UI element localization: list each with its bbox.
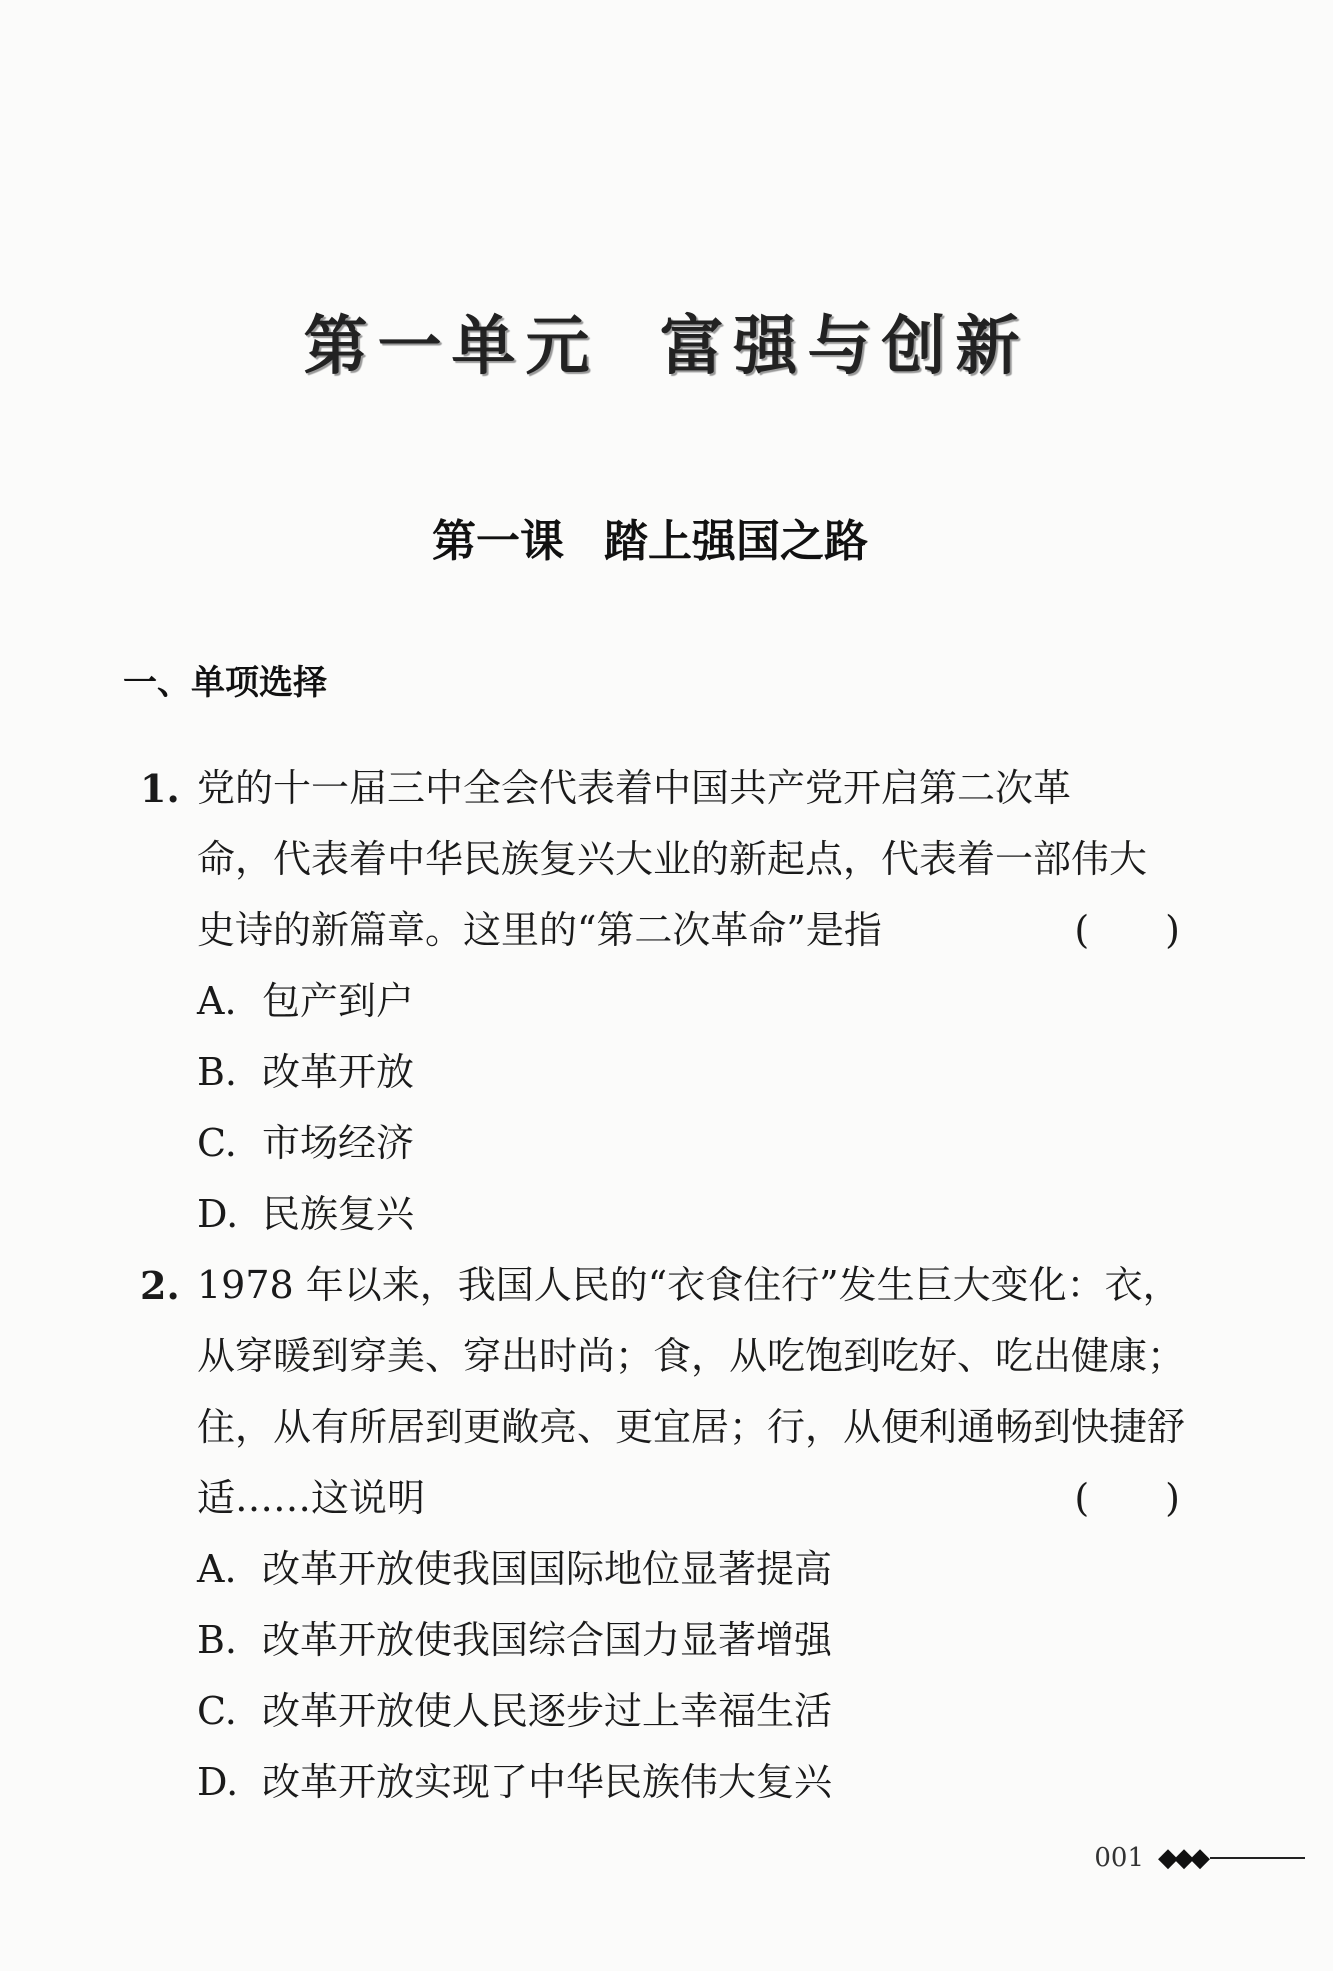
question-line: 住，从有所居到更敞亮、更宜居；行，从便利通畅到快捷舒 — [197, 1405, 1186, 1449]
option-c — [197, 1676, 1180, 1747]
unit-label: 第一单元 — [303, 309, 600, 384]
answer-blank: ( ) — [1074, 1476, 1180, 1520]
question-1 — [140, 753, 1180, 1250]
option-letter: A. — [197, 979, 237, 1023]
option-letter: C. — [197, 1121, 237, 1165]
option-text: 改革开放 — [262, 1050, 415, 1094]
option-text: 改革开放使我国国际地位显著提高 — [262, 1547, 833, 1591]
lesson-title — [0, 505, 1300, 569]
unit-name: 富强与创新 — [659, 309, 1030, 384]
diamond-ornament-icon: ◆◆◆ — [1158, 1843, 1206, 1873]
option-text: 民族复兴 — [262, 1192, 415, 1236]
question-line — [197, 895, 1180, 966]
option-b — [197, 1605, 1180, 1676]
question-number: 2. — [140, 1263, 180, 1308]
option-a — [197, 966, 1180, 1037]
footer-rule — [1210, 1857, 1305, 1859]
option-letter: A. — [197, 1547, 237, 1591]
option-text: 改革开放实现了中华民族伟大复兴 — [262, 1760, 833, 1804]
unit-title — [0, 295, 1333, 387]
option-text: 市场经济 — [262, 1121, 415, 1165]
section-title: 一、单项选择 — [123, 663, 327, 703]
option-text: 包产到户 — [262, 979, 415, 1023]
question-line — [197, 1463, 1180, 1534]
question-number: 1. — [140, 766, 180, 811]
question-line: 党的十一届三中全会代表着中国共产党开启第二次革 — [197, 766, 1072, 810]
option-letter: D. — [197, 1760, 239, 1804]
option-letter: B. — [197, 1050, 238, 1094]
option-b — [197, 1037, 1180, 1108]
option-letter: C. — [197, 1689, 237, 1733]
question-2 — [140, 1250, 1186, 1818]
option-a — [197, 1534, 1180, 1605]
option-letter: D. — [197, 1192, 239, 1236]
question-line: 1978 年以来，我国人民的“衣食住行”发生巨大变化：衣， — [197, 1263, 1181, 1307]
lesson-label: 第一课 — [432, 516, 564, 567]
option-c — [197, 1108, 1180, 1179]
option-text: 改革开放使人民逐步过上幸福生活 — [262, 1689, 833, 1733]
question-line-text: 史诗的新篇章。这里的“第二次革命”是指 — [197, 908, 882, 952]
option-letter: B. — [197, 1618, 238, 1662]
answer-blank: ( ) — [1074, 908, 1180, 952]
option-text: 改革开放使我国综合国力显著增强 — [262, 1618, 833, 1662]
option-d — [197, 1179, 1180, 1250]
question-line-text: 适……这说明 — [197, 1476, 426, 1520]
option-d — [197, 1747, 1180, 1818]
page-footer — [1094, 1838, 1305, 1878]
question-line: 命，代表着中华民族复兴大业的新起点，代表着一部伟大 — [197, 837, 1148, 881]
question-line: 从穿暖到穿美、穿出时尚；食，从吃饱到吃好、吃出健康； — [197, 1334, 1186, 1378]
page-number: 001 — [1094, 1843, 1144, 1873]
lesson-name: 踏上强国之路 — [604, 516, 868, 567]
